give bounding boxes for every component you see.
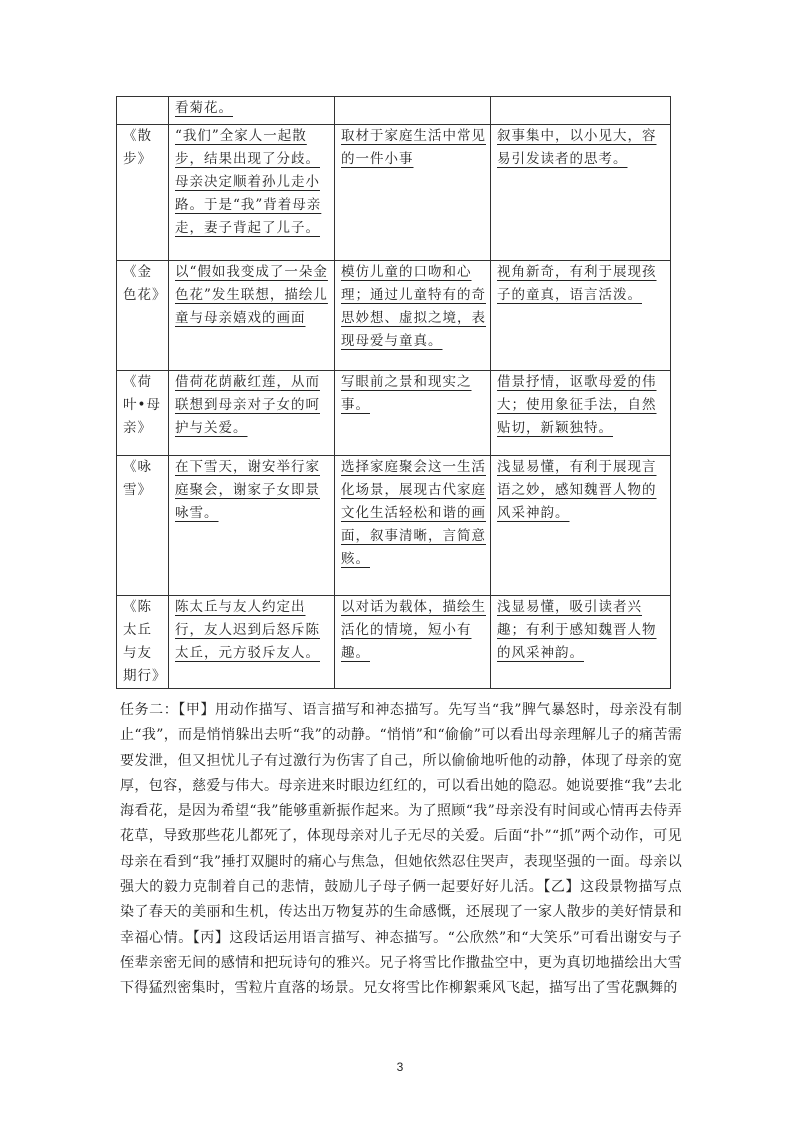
cell-text: 以“假如我变成了一朵金色花”发生联想，描绘儿童与母亲嬉戏的画面 <box>175 264 328 326</box>
cell-text: 看菊花。 <box>175 100 233 116</box>
table-cell-content <box>169 125 335 261</box>
table-cell-material <box>335 97 491 125</box>
cell-text: 模仿儿童的口吻和心理；通过儿童特有的奇思妙想、虚拟之境，表现母爱与童真。 <box>341 264 486 349</box>
table-row <box>117 125 671 261</box>
table-row <box>117 97 671 125</box>
table-cell-content <box>169 596 335 689</box>
cell-text: 浅显易懂，有利于展现言语之妙，感知魏晋人物的风采神韵。 <box>497 459 657 521</box>
cell-text: 选择家庭聚会这一生活化场景，展现古代家庭文化生活轻松和谐的画面，叙事清晰，言简意赅。 <box>341 459 486 567</box>
table-cell-title: 《散步》 <box>117 125 169 261</box>
task-two-paragraph: 任务二：【甲】用动作描写、语言描写和神态描写。先写当“我”脾气暴怒时，母亲没有制止“我”，而是悄悄躲出去听“我”的动静。“悄悄”和“偷偷”可以看出母亲理解儿子的痛苦需要发泄，但又担忧儿子有过激行为伤害了自己，所以偷偷地听他的动静，体现了母亲的宽厚，包容，慈爱与伟大。母亲进来时眼边红红的，可以看出她的隐忍。她说要推“我”去北海看花，是因为希望“我”能够重新振作起来。为了照顾“我”母亲没有时间或心情再去侍弄花草，导致那些花儿都死了，体现母亲对儿子无尽的关爱。后面“扑”“抓”两个动作，可见母亲在看到“我”捶打双腿时的痛心与焦急，但她依然忍住哭声，表现坚强的一面。母亲以强大的毅力克制着自己的悲情，鼓励儿子母子俩一起要好好儿活。【乙】这段景物描写点染了春天的美丽和生机，传达出万物复苏的生命感慨，还展现了一家人散步的美好情景和幸福心情。【丙】这段话运用语言描写、神态描写。“公欣然”和“大笑乐”可看出谢安与子侄辈亲密无间的感情和把玩诗句的雅兴。兄子将雪比作撒盐空中，更为真切地描绘出大雪下得猛烈密集时，雪粒片直落的场景。兄女将雪比作柳絮乘风飞起，描写出了雪花飘舞的 <box>120 702 682 997</box>
table-cell-content <box>169 371 335 456</box>
cell-text: 在下雪天，谢安举行家庭聚会，谢家子女即景咏雪。 <box>175 459 320 521</box>
table-cell-content <box>169 97 335 125</box>
table-cell-material <box>335 125 491 261</box>
cell-text: 借景抒情，讴歌母爱的伟大；使用象征手法，自然贴切，新颖独特。 <box>497 374 657 436</box>
table-cell-feature <box>491 371 671 456</box>
table-row <box>117 596 671 689</box>
table-cell-feature <box>491 596 671 689</box>
cell-text: 视角新奇，有利于展现孩子的童真，语言活泼。 <box>497 264 657 303</box>
cell-text: 陈太丘与友人约定出行，友人迟到后怒斥陈太丘，元方驳斥友人。 <box>175 599 320 661</box>
table-row <box>117 371 671 456</box>
table-cell-title <box>117 97 169 125</box>
table-cell-content <box>169 261 335 371</box>
cell-text: “我们”全家人一起散步，结果出现了分歧。母亲决定顺着孙儿走小路。于是“我”背着母亲走，妻子背起了儿子。 <box>175 128 322 236</box>
table-cell-feature <box>491 125 671 261</box>
table-cell-feature <box>491 97 671 125</box>
cell-text: 以对话为载体，描绘生活化的情境，短小有趣。 <box>341 599 486 661</box>
table-cell-material <box>335 371 491 456</box>
page-number: 3 <box>396 1060 404 1074</box>
comparison-table <box>116 96 671 689</box>
table-cell-material <box>335 261 491 371</box>
cell-text: 浅显易懂，吸引读者兴趣；有利于感知魏晋人物的风采神韵。 <box>497 599 657 661</box>
table-cell-feature <box>491 456 671 596</box>
table-row <box>117 456 671 596</box>
cell-text: 取材于家庭生活中常见的一件小事 <box>341 128 486 167</box>
cell-text: 借荷花荫蔽红莲，从而联想到母亲对子女的呵护与关爱。 <box>175 374 320 436</box>
table-row <box>117 261 671 371</box>
table-cell-title: 《陈太丘与友期行》 <box>117 596 169 689</box>
cell-text: 写眼前之景和现实之事。 <box>341 374 472 413</box>
table-cell-material <box>335 456 491 596</box>
table-cell-feature <box>491 261 671 371</box>
cell-text: 叙事集中，以小见大，容易引发读者的思考。 <box>497 128 657 167</box>
table-cell-title: 《金色花》 <box>117 261 169 371</box>
table-cell-title: 《咏雪》 <box>117 456 169 596</box>
table-cell-material <box>335 596 491 689</box>
table-cell-content <box>169 456 335 596</box>
table-cell-title: 《荷叶•母亲》 <box>117 371 169 456</box>
